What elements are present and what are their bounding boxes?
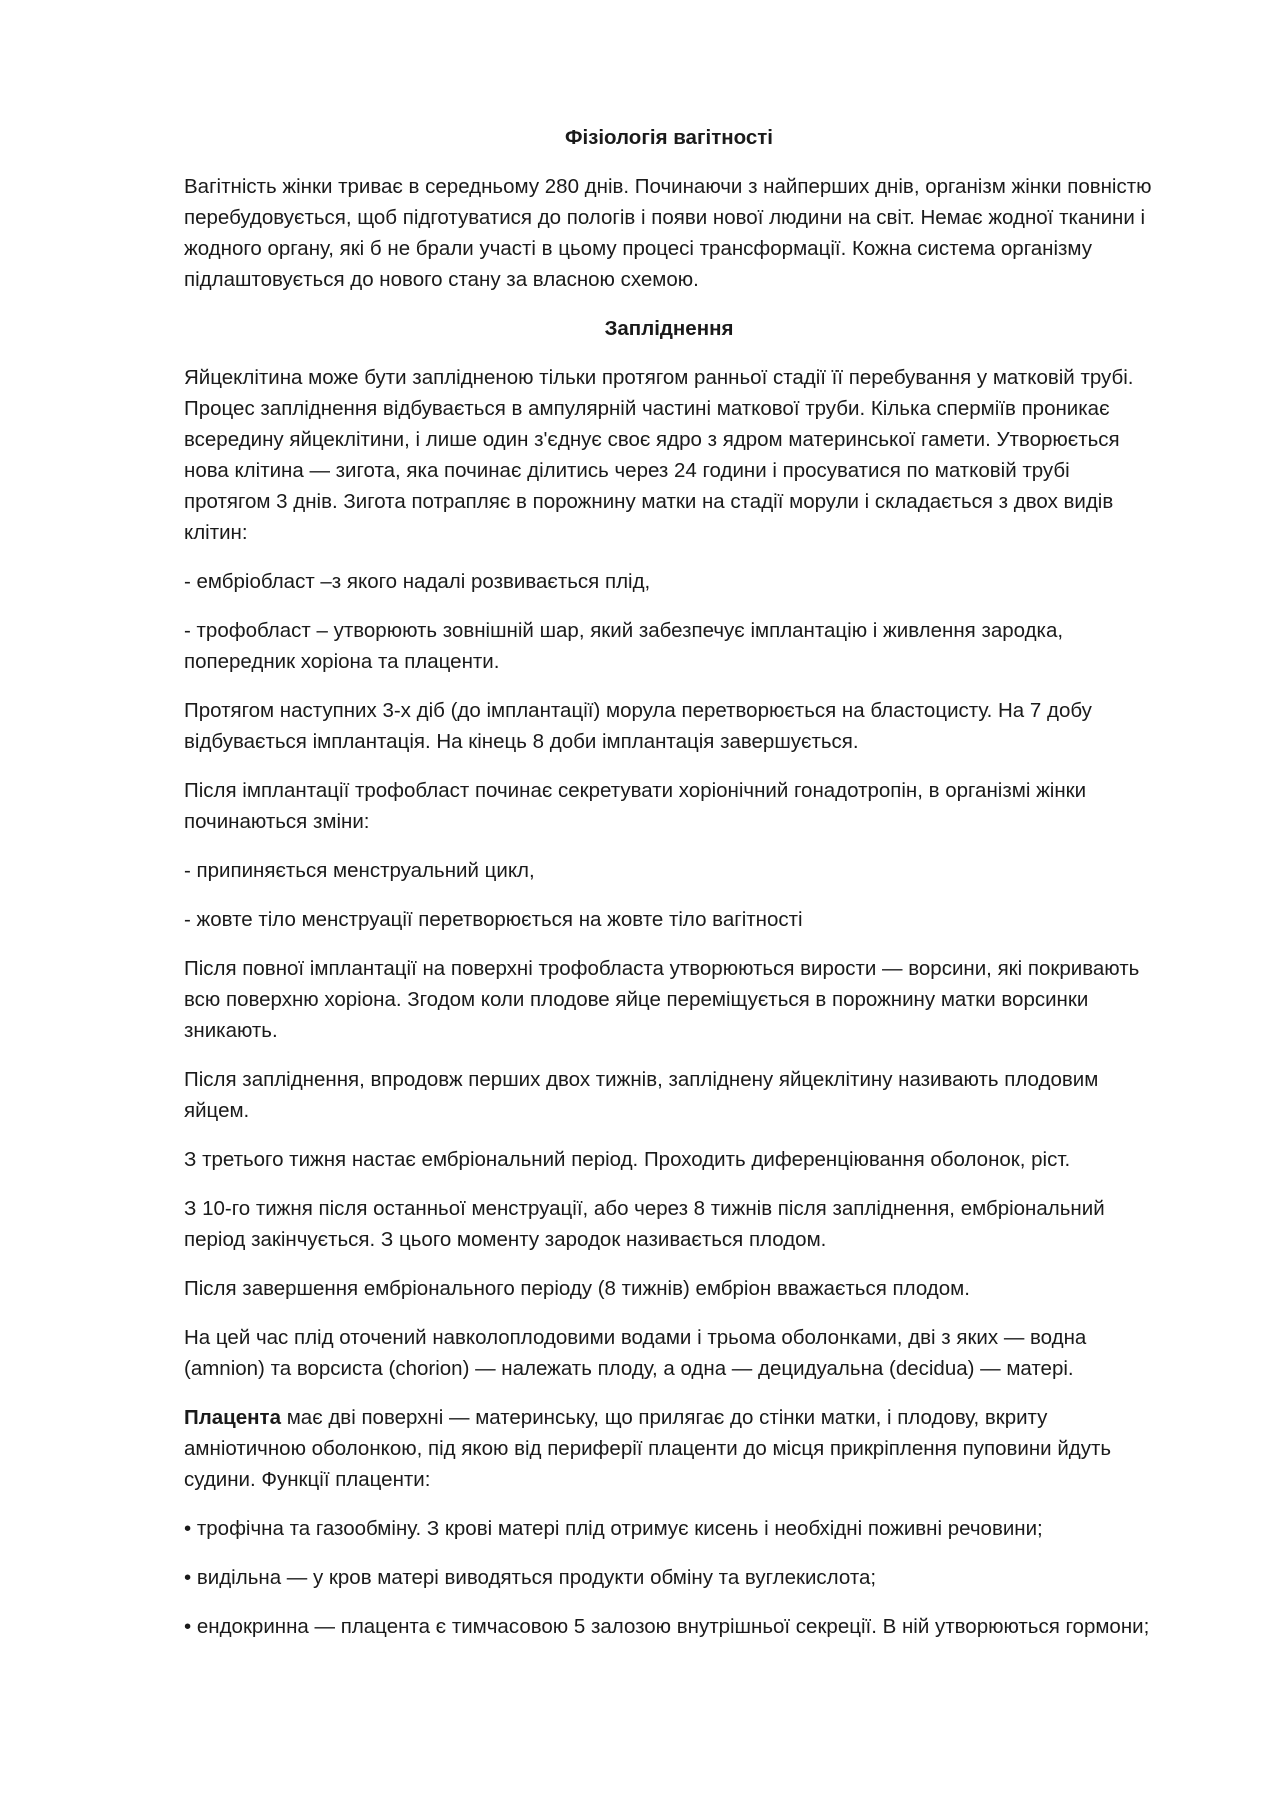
list-item: - трофобласт – утворюють зовнішній шар, який забезпечує імплантацію і живлення зародка, попередник хоріона та плаценти. — [184, 619, 1064, 673]
function-item: • трофічна та газообміну. З крові матері плід отримує кисень і необхідні поживні речовини; — [184, 1517, 1043, 1540]
placenta-term: Плацента — [184, 1406, 281, 1429]
list-item: - ембріобласт –з якого надалі розвивається плід, — [184, 570, 651, 593]
section-title: Запліднення — [604, 317, 734, 340]
list-item: - припиняється менструальний цикл, — [184, 859, 535, 882]
document-page — [184, 122, 1154, 1660]
document-title: Фізіологія вагітності — [564, 126, 774, 149]
intro-paragraph: Вагітність жінки триває в середньому 280 днів. Починаючи з найперших днів, організм жінки повністю перебудовується, щоб підготуватися до пологів і появи нової людини на світ. Немає жодної тканини і жодного органу, які б не брали участі в цьому процесі трансформації. Кожна система організму підлаштовується до нового стану за власною схемою. — [184, 175, 1152, 291]
paragraph: Після повної імплантації на поверхні трофобласта утворюються вирости — ворсини, які покривають всю поверхню хоріона. Згодом коли плодове яйце переміщується в порожнину матки ворсинки зникають. — [184, 957, 1140, 1042]
paragraph: На цей час плід оточений навколоплодовими водами і трьома оболонками, дві з яких — водна (amnion) та ворсиста (chorion) — належать плоду, а одна — децидуальна (decidua) — матері. — [184, 1326, 1087, 1380]
paragraph: З третього тижня настає ембріональний період. Проходить диференціювання оболонок, ріст. — [184, 1148, 1071, 1171]
function-item: • ендокринна — плацента є тимчасовою 5 залозою внутрішньої секреції. В ній утворюються гормони; — [184, 1615, 1150, 1638]
placenta-paragraph — [184, 1402, 1154, 1495]
function-item: • видільна — у кров матері виводяться продукти обміну та вуглекислота; — [184, 1566, 877, 1589]
paragraph: Після завершення ембріонального періоду (8 тижнів) ембріон вважається плодом. — [184, 1277, 970, 1300]
paragraph: Яйцеклітина може бути заплідненою тільки протягом ранньої стадії її перебування у матковій трубі. Процес запліднення відбувається в ампулярній частині маткової труби. Кілька сперміїв проникає всередину яйцеклітини, і лише один з'єднує своє ядро з ядром материнської гамети. Утворюється нова клітина — зигота, яка починає ділитись через 24 години і просуватися по матковій трубі протягом 3 днів. Зигота потрапляє в порожнину матки на стадії морули і складається з двох видів клітин: — [184, 366, 1134, 544]
paragraph: З 10-го тижня після останньої менструації, або через 8 тижнів після запліднення, ембріональний період закінчується. З цього моменту зародок називається плодом. — [184, 1197, 1105, 1251]
paragraph: Після імплантації трофобласт починає секретувати хоріонічний гонадотропін, в організмі жінки починаються зміни: — [184, 779, 1087, 833]
paragraph: Протягом наступних 3-х діб (до імплантації) морула перетворюється на бластоцисту. На 7 добу відбувається імплантація. На кінець 8 доби імплантація завершується. — [184, 699, 1092, 753]
paragraph: Після запліднення, впродовж перших двох тижнів, запліднену яйцеклітину називають плодовим яйцем. — [184, 1068, 1099, 1122]
placenta-text: має дві поверхні — материнську, що прилягає до стінки матки, і плодову, вкриту амніотичною оболонкою, під якою від периферії плаценти до місця прикріплення пуповини йдуть судини. Функції плаценти: — [184, 1406, 1112, 1491]
list-item: - жовте тіло менструації перетворюється на жовте тіло вагітності — [184, 908, 803, 931]
